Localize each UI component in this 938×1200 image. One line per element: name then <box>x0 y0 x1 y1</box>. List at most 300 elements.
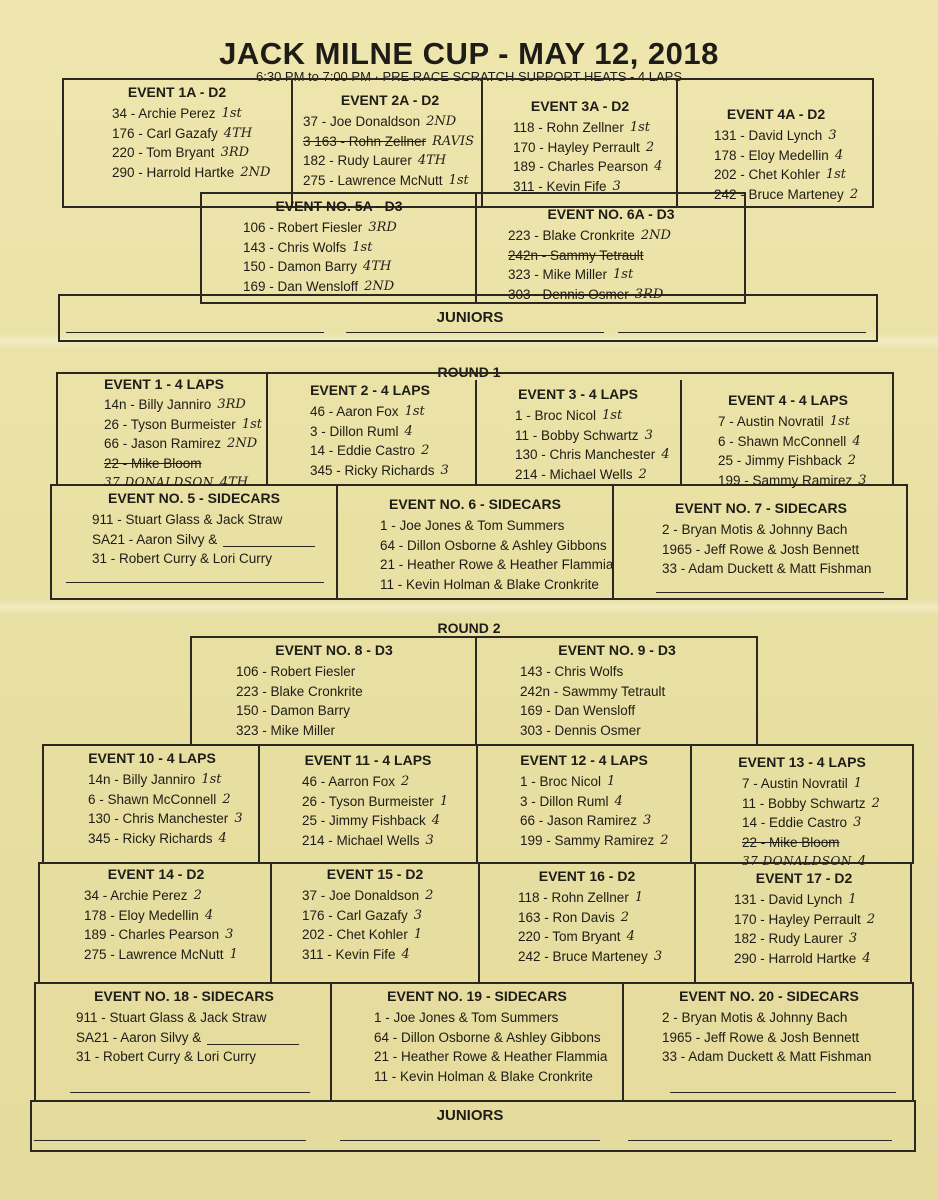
handwritten-placing: 1 <box>229 946 238 962</box>
entry-row <box>734 910 910 930</box>
entry-row <box>236 682 472 702</box>
entry-row <box>310 441 470 461</box>
entry-row <box>243 257 473 277</box>
round-1-label: ROUND 1 <box>437 364 501 380</box>
event-title: EVENT 10 - 4 LAPS <box>88 750 216 766</box>
entry-row <box>302 811 474 831</box>
entry-row <box>310 461 470 481</box>
entry-name: 290 - Harrold Hartke <box>734 950 857 966</box>
entry-row <box>742 774 910 794</box>
entry-name: 14n - Billy Janniro <box>104 397 212 412</box>
event-title: EVENT 2 - 4 LAPS <box>310 382 430 398</box>
event-14 <box>44 866 268 964</box>
sidecar-blank-line[interactable] <box>670 1092 896 1093</box>
entry-row <box>662 520 906 540</box>
handwritten-placing: 4TH <box>363 259 392 274</box>
handwritten-placing: 3 <box>644 427 653 443</box>
handwritten-placing: 1 <box>848 892 857 907</box>
entry-name: 345 - Ricky Richards <box>310 462 435 478</box>
entry-row <box>104 434 264 454</box>
handwritten-placing: 4 <box>654 159 663 174</box>
sidecar-blank-line[interactable] <box>70 1092 310 1093</box>
handwritten-placing: 2 <box>866 911 876 927</box>
juniors-blank-line[interactable] <box>340 1140 600 1141</box>
entry-row <box>742 833 910 853</box>
entry-row <box>714 126 872 146</box>
entry-name: 911 - Stuart Glass & Jack Straw <box>76 1010 267 1025</box>
event-title: EVENT 3 - 4 LAPS <box>518 386 638 402</box>
entry-row <box>310 402 470 422</box>
entry-row <box>520 792 688 812</box>
entry-row <box>513 177 675 197</box>
entry-row <box>662 1047 912 1067</box>
handwritten-placing: 1st <box>352 239 373 255</box>
event-19-sidecars <box>334 988 620 1086</box>
handwritten-placing: 1st <box>613 267 634 282</box>
event-4 <box>684 392 892 490</box>
handwritten-placing: 4 <box>431 813 441 828</box>
entry-row <box>714 165 872 185</box>
event-title: EVENT 16 - D2 <box>538 868 636 884</box>
event-6-sidecars <box>340 496 614 594</box>
handwritten-placing: 2ND <box>240 164 271 180</box>
handwritten-placing: 2ND <box>364 278 395 294</box>
entry-row <box>662 1028 912 1048</box>
entry-row <box>518 908 692 928</box>
handwritten-placing: 3RD <box>217 397 246 412</box>
entry-row <box>104 395 264 415</box>
page-title: JACK MILNE CUP - MAY 12, 2018 <box>219 36 719 71</box>
event-title: EVENT NO. 19 - SIDECARS <box>387 988 567 1004</box>
entry-name: 323 - Mike Miller <box>508 267 608 282</box>
entry-name: 223 - Blake Cronkrite <box>236 683 363 699</box>
entry-row <box>520 701 754 721</box>
entry-name: 1 - Joe Jones & Tom Summers <box>374 1010 559 1025</box>
entry-row <box>380 555 614 575</box>
entry-row <box>236 701 472 721</box>
entry-row <box>662 540 906 560</box>
entry-name: 14 - Eddie Castro <box>310 443 416 458</box>
handwritten-placing: 4 <box>857 854 867 869</box>
event-title: EVENT 17 - D2 <box>755 870 853 886</box>
entry-row <box>718 451 892 471</box>
entry-row <box>718 471 892 491</box>
entry-name: 33 - Adam Duckett & Matt Fishman <box>662 1049 872 1064</box>
entry-row <box>302 945 476 965</box>
entry-name: 143 - Chris Wolfs <box>520 664 624 679</box>
event-3a <box>485 98 675 196</box>
entry-name: 1 - Broc Nicol <box>515 408 597 423</box>
entry-row <box>243 218 473 238</box>
event-title: EVENT 4A - D2 <box>726 106 826 122</box>
sidecar-blank-line[interactable] <box>66 582 324 583</box>
handwritten-placing: 2 <box>222 791 231 807</box>
event-9 <box>480 642 754 740</box>
entry-row <box>380 575 610 595</box>
entry-row <box>104 454 264 474</box>
handwritten-placing: 2 <box>421 443 430 458</box>
entry-row <box>112 104 282 124</box>
entry-row <box>734 890 910 910</box>
page-subtitle: 6:30 PM to 7:00 PM · PRE RACE SCRATCH SUPPORT HEATS - 4 LAPS <box>256 69 682 84</box>
entry-row <box>303 171 485 191</box>
entry-name: 311 - Kevin Fife <box>513 178 607 194</box>
event-title: EVENT 11 - 4 LAPS <box>304 752 432 768</box>
event-13 <box>694 754 910 872</box>
entry-name: 182 - Rudy Laurer <box>734 931 843 946</box>
handwritten-placing: 2 <box>645 139 655 155</box>
entry-name: 275 - Lawrence McNutt <box>303 172 443 188</box>
juniors-label: JUNIORS <box>436 309 504 326</box>
event-title: EVENT 12 - 4 LAPS <box>520 752 648 768</box>
handwritten-placing: 3RD <box>220 145 250 160</box>
entry-name: 64 - Dillon Osborne & Ashley Gibbons <box>374 1029 601 1045</box>
event-2 <box>270 382 470 480</box>
partner-blank-line[interactable] <box>223 532 315 547</box>
handwritten-placing: 1st <box>221 106 242 121</box>
entry-name: 169 - Dan Wensloff <box>520 703 636 718</box>
entry-row <box>243 238 473 258</box>
entry-row <box>302 792 474 812</box>
handwritten-placing: 1st <box>404 404 425 419</box>
entry-name: 1965 - Jeff Rowe & Josh Bennett <box>662 1029 860 1045</box>
entry-row <box>520 831 688 851</box>
entry-name: 37 - Joe Donaldson <box>302 888 420 903</box>
entry-name: 118 - Rohn Zellner <box>518 890 629 905</box>
handwritten-placing: 2 <box>849 186 859 202</box>
event-title: EVENT 1A - D2 <box>127 84 227 100</box>
entry-name: 11 - Bobby Schwartz <box>742 795 866 811</box>
entry-name: 118 - Rohn Zellner <box>513 120 624 135</box>
entry-row <box>513 118 675 138</box>
entry-row <box>742 852 910 872</box>
event-5a <box>205 198 473 296</box>
handwritten-placing: 1 <box>439 793 449 809</box>
entry-name: 189 - Charles Pearson <box>84 927 220 942</box>
entry-name: 345 - Ricky Richards <box>88 830 213 846</box>
entry-name: 26 - Tyson Burmeister <box>104 416 236 432</box>
event-title: EVENT 2A - D2 <box>340 92 440 108</box>
handwritten-placing: 4 <box>401 946 410 962</box>
handwritten-placing: 4 <box>204 907 214 923</box>
entry-name: 46 - Aaron Fox <box>310 404 399 419</box>
entry-row <box>508 246 744 266</box>
handwritten-placing: 1st <box>829 414 850 429</box>
handwritten-placing: 3 <box>858 472 867 488</box>
entry-name: 242n - Sawmmy Tetrault <box>520 683 666 699</box>
paper-fold <box>0 598 938 616</box>
entry-name: 130 - Chris Manchester <box>515 447 656 462</box>
entry-name: 31 - Robert Curry & Lori Curry <box>92 551 273 566</box>
event-title: EVENT NO. 7 - SIDECARS <box>675 500 847 516</box>
juniors-blank-line[interactable] <box>618 332 866 333</box>
entry-row <box>302 925 476 945</box>
handwritten-placing: 4 <box>834 147 844 163</box>
handwritten-placing: 3 <box>425 832 434 848</box>
entry-row <box>303 151 485 171</box>
juniors-blank-line[interactable] <box>34 1140 306 1141</box>
entry-name: 11 - Bobby Schwartz <box>515 427 639 443</box>
entry-name: 66 - Jason Ramirez <box>520 813 638 828</box>
handwritten-placing: 4 <box>862 950 871 966</box>
entry-row <box>515 465 677 485</box>
event-2a <box>295 92 485 190</box>
event-18-sidecars <box>40 988 328 1067</box>
entry-name: 189 - Charles Pearson <box>513 159 649 174</box>
entry-row <box>88 829 256 849</box>
handwritten-placing: 4 <box>661 447 670 462</box>
entry-name: 66 - Jason Ramirez <box>104 436 222 451</box>
handwritten-placing: 2 <box>401 774 410 789</box>
event-15 <box>274 866 476 964</box>
entry-name: 143 - Chris Wolfs <box>243 239 347 255</box>
entry-row <box>714 185 872 205</box>
event-title: EVENT NO. 5 - SIDECARS <box>108 490 280 506</box>
entry-name: SA21 - Aaron Silvy & <box>76 1029 202 1045</box>
handwritten-placing: 2ND <box>227 436 258 451</box>
entry-name: 178 - Eloy Medellin <box>84 907 199 923</box>
entry-row <box>84 886 268 906</box>
entry-name: 242 - Bruce Marteney <box>518 948 648 964</box>
entry-name: 220 - Tom Bryant <box>112 145 215 160</box>
entry-row <box>88 790 256 810</box>
entry-name: 22 - Mike Bloom <box>742 834 840 850</box>
handwritten-placing: 4 <box>404 423 413 439</box>
entry-row <box>92 510 332 530</box>
entry-row <box>88 809 256 829</box>
entry-name: 37 DONALDSON <box>104 475 214 489</box>
entry-name: 176 - Carl Gazafy <box>302 907 408 923</box>
entry-name: 223 - Blake Cronkrite <box>508 228 635 243</box>
entry-name: 303 - Dennis Osmer <box>508 286 629 302</box>
entry-row <box>374 1008 620 1028</box>
event-title: EVENT NO. 18 - SIDECARS <box>94 988 274 1004</box>
entry-name: 21 - Heather Rowe & Heather Flammia <box>374 1049 608 1064</box>
entry-row <box>520 721 754 741</box>
entry-name: 6 - Shawn McConnell <box>88 791 217 807</box>
entry-name: SA21 - Aaron Silvy & <box>92 531 218 547</box>
entry-row <box>76 1028 328 1048</box>
entry-row <box>84 906 268 926</box>
event-10 <box>48 750 256 848</box>
entry-row <box>513 138 675 158</box>
entry-row <box>310 422 470 442</box>
handwritten-placing: 3 <box>848 931 858 946</box>
entry-name: 202 - Chet Kohler <box>714 167 820 182</box>
handwritten-placing: 2ND <box>640 228 671 243</box>
entry-name: 26 - Tyson Burmeister <box>302 793 434 809</box>
entry-name: 176 - Carl Gazafy <box>112 125 218 141</box>
entry-name: 170 - Hayley Perrault <box>513 139 640 155</box>
sidecar-blank-line[interactable] <box>656 592 884 593</box>
handwritten-placing: 1st <box>825 167 846 182</box>
handwritten-placing: 2 <box>193 888 202 903</box>
entry-name: 14 - Eddie Castro <box>742 815 848 830</box>
event-title: EVENT 14 - D2 <box>107 866 205 882</box>
event-title: EVENT 13 - 4 LAPS <box>738 754 866 770</box>
entry-row <box>76 1047 328 1067</box>
event-20-sidecars <box>626 988 912 1067</box>
event-7-sidecars <box>616 500 906 579</box>
handwritten-placing: 4 <box>614 793 623 809</box>
handwritten-placing: 3RD <box>634 286 664 302</box>
entry-name: 311 - Kevin Fife <box>302 946 396 962</box>
entry-name: 202 - Chet Kohler <box>302 927 408 942</box>
handwritten-placing: 3 <box>440 462 449 478</box>
handwritten-placing: 1 <box>607 774 616 789</box>
handwritten-placing: 3 <box>413 907 423 923</box>
entry-row <box>734 929 910 949</box>
entry-name: 242 - Bruce Marteney <box>714 186 844 202</box>
juniors-label: JUNIORS <box>436 1107 504 1124</box>
event-12 <box>480 752 688 850</box>
entry-name: 290 - Harrold Hartke <box>112 164 235 180</box>
entry-name: 64 - Dillon Osborne & Ashley Gibbons <box>380 537 607 553</box>
entry-row <box>374 1028 620 1048</box>
event-5-sidecars <box>56 490 332 569</box>
handwritten-placing: 4 <box>626 929 635 944</box>
entry-name: 242n - Sammy Tetrault <box>508 247 644 263</box>
entry-name: 1 - Broc Nicol <box>520 774 602 789</box>
entry-name: 214 - Michael Wells <box>302 832 420 848</box>
entry-name: 6 - Shawn McConnell <box>718 433 847 449</box>
handwritten-placing: 4TH <box>417 153 447 168</box>
entry-name: 3 - Dillon Ruml <box>520 793 609 809</box>
entry-row <box>513 157 675 177</box>
entry-name: 169 - Dan Wensloff <box>243 278 359 294</box>
entry-row <box>508 285 744 305</box>
handwritten-placing: 3RD <box>368 220 397 235</box>
entry-name: 25 - Jimmy Fishback <box>718 453 842 468</box>
event-title: EVENT NO. 6A - D3 <box>547 206 675 222</box>
entry-name: 7 - Austin Novratil <box>718 414 824 429</box>
entry-row <box>112 163 282 183</box>
event-8 <box>196 642 472 740</box>
entry-name: 22 - Mike Bloom <box>104 455 202 471</box>
entry-name: 150 - Damon Barry <box>236 703 351 718</box>
event-title: EVENT 1 - 4 LAPS <box>104 376 224 392</box>
handwritten-placing: 3 <box>828 128 837 143</box>
entry-row <box>243 277 473 297</box>
handwritten-placing: 2 <box>425 888 434 903</box>
entry-row <box>112 143 282 163</box>
entry-row <box>104 415 264 435</box>
handwritten-placing: 1st <box>602 408 623 423</box>
entry-row <box>380 516 610 536</box>
entry-name: 170 - Hayley Perrault <box>734 911 861 927</box>
event-3 <box>479 386 677 484</box>
entry-row <box>508 265 744 285</box>
entry-name: 911 - Stuart Glass & Jack Straw <box>92 512 283 527</box>
entry-name: 131 - David Lynch <box>734 892 843 907</box>
entry-name: 1965 - Jeff Rowe & Josh Bennett <box>662 541 860 557</box>
entry-row <box>380 536 610 556</box>
event-6a <box>478 206 744 304</box>
entry-name: 37 - Joe Donaldson <box>303 114 421 129</box>
entry-name: 33 - Adam Duckett & Matt Fishman <box>662 561 872 576</box>
entry-name: 199 - Sammy Ramirez <box>718 472 853 488</box>
juniors-blank-line[interactable] <box>66 332 324 333</box>
entry-row <box>302 886 476 906</box>
entry-name: 214 - Michael Wells <box>515 466 633 482</box>
entry-name: 11 - Kevin Holman & Blake Cronkrite <box>374 1068 593 1084</box>
entry-name: 2 - Bryan Motis & Johnny Bach <box>662 522 848 537</box>
handwritten-placing: 3 <box>612 178 621 194</box>
entry-row <box>515 445 677 465</box>
entry-name: 106 - Robert Fiesler <box>236 664 356 679</box>
entry-row <box>302 772 474 792</box>
juniors-blank-line[interactable] <box>346 332 604 333</box>
entry-name: 11 - Kevin Holman & Blake Cronkrite <box>380 576 599 592</box>
entry-name: 131 - David Lynch <box>714 128 823 143</box>
entry-name: 303 - Dennis Osmer <box>520 722 641 738</box>
entry-name: 21 - Heather Rowe & Heather Flammia <box>380 557 614 572</box>
entry-row <box>236 662 472 682</box>
entry-row <box>76 1008 328 1028</box>
handwritten-placing: 3 <box>653 948 663 964</box>
handwritten-placing: 2ND <box>426 114 457 129</box>
handwritten-placing: 2 <box>871 795 880 811</box>
entry-name: 46 - Aarron Fox <box>302 774 396 789</box>
entry-row <box>662 1008 912 1028</box>
handwritten-placing: 2 <box>638 466 647 482</box>
handwritten-placing: 4 <box>218 830 227 846</box>
event-title: EVENT NO. 8 - D3 <box>275 642 393 658</box>
entry-row <box>302 906 476 926</box>
entry-row <box>303 112 485 132</box>
entry-name: 2 - Bryan Motis & Johnny Bach <box>662 1010 848 1025</box>
entry-row <box>520 811 688 831</box>
partner-blank-line[interactable] <box>207 1030 299 1045</box>
entry-name: 14n - Billy Janniro <box>88 772 196 787</box>
event-title: EVENT NO. 9 - D3 <box>558 642 676 658</box>
handwritten-placing: 2 <box>660 832 669 848</box>
entry-name: 106 - Robert Fiesler <box>243 220 363 235</box>
entry-row <box>374 1067 620 1087</box>
entry-row <box>88 770 256 790</box>
event-title: EVENT 3A - D2 <box>530 98 630 114</box>
handwritten-placing: 1 <box>634 890 644 905</box>
handwritten-placing: 1st <box>201 772 222 787</box>
event-title: EVENT 15 - D2 <box>326 866 424 882</box>
event-17 <box>698 870 910 968</box>
entry-name: 34 - Archie Perez <box>84 888 188 903</box>
entry-name: 3 - Dillon Ruml <box>310 423 399 439</box>
entry-row <box>374 1047 620 1067</box>
handwritten-placing: 3 <box>234 811 243 826</box>
handwritten-placing: 1 <box>413 927 423 942</box>
handwritten-placing: 1 <box>853 776 863 791</box>
handwritten-placing: 2 <box>620 909 630 925</box>
entry-name: 163 - Ron Davis <box>518 909 615 925</box>
entry-row <box>742 794 910 814</box>
event-1a <box>72 84 282 182</box>
juniors-blank-line[interactable] <box>628 1140 892 1141</box>
entry-row <box>734 949 910 969</box>
entry-name: 7 - Austin Novratil <box>742 776 848 791</box>
event-title: EVENT NO. 5A - D3 <box>275 198 403 214</box>
entry-name: 150 - Damon Barry <box>243 259 358 274</box>
handwritten-placing: 4TH <box>219 475 249 490</box>
entry-name: 25 - Jimmy Fishback <box>302 813 426 828</box>
handwritten-placing: 4TH <box>223 125 253 141</box>
event-title: EVENT 4 - 4 LAPS <box>728 392 848 408</box>
entry-name: 3 163 - Rohn Zellner <box>303 133 427 149</box>
handwritten-placing: 4 <box>852 433 861 449</box>
entry-row <box>303 132 485 152</box>
entry-row <box>520 662 754 682</box>
event-11 <box>262 752 474 850</box>
